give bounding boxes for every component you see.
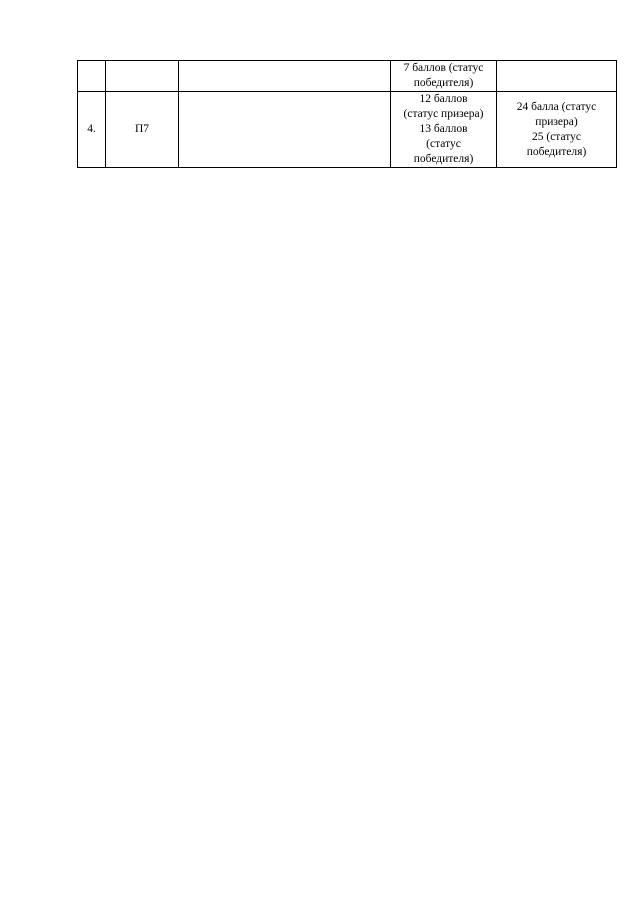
table-row — [78, 92, 617, 168]
total-line: 25 (статус — [531, 130, 581, 143]
cell-name — [179, 61, 391, 92]
total-line: победителя) — [526, 145, 587, 158]
table-row — [78, 61, 617, 92]
cell-score — [391, 61, 497, 92]
score-line: 12 баллов — [419, 93, 468, 105]
score-line: победителя) — [413, 77, 474, 89]
cell-total — [497, 92, 617, 168]
total-line: призера) — [535, 115, 578, 128]
score-line: победителя) — [413, 153, 474, 165]
results-table — [77, 60, 617, 168]
cell-code: П7 — [106, 92, 179, 168]
cell-code — [106, 61, 179, 92]
score-line: (статус призера) — [403, 108, 484, 120]
cell-name — [179, 92, 391, 168]
score-line: (статус — [426, 138, 461, 150]
cell-score — [391, 92, 497, 168]
cell-total — [497, 61, 617, 92]
cell-number — [78, 61, 106, 92]
score-line: 13 баллов — [419, 123, 468, 135]
score-line: 7 баллов (статус — [403, 62, 484, 74]
total-line: 24 балла (статус — [516, 100, 597, 113]
cell-number: 4. — [78, 92, 106, 168]
